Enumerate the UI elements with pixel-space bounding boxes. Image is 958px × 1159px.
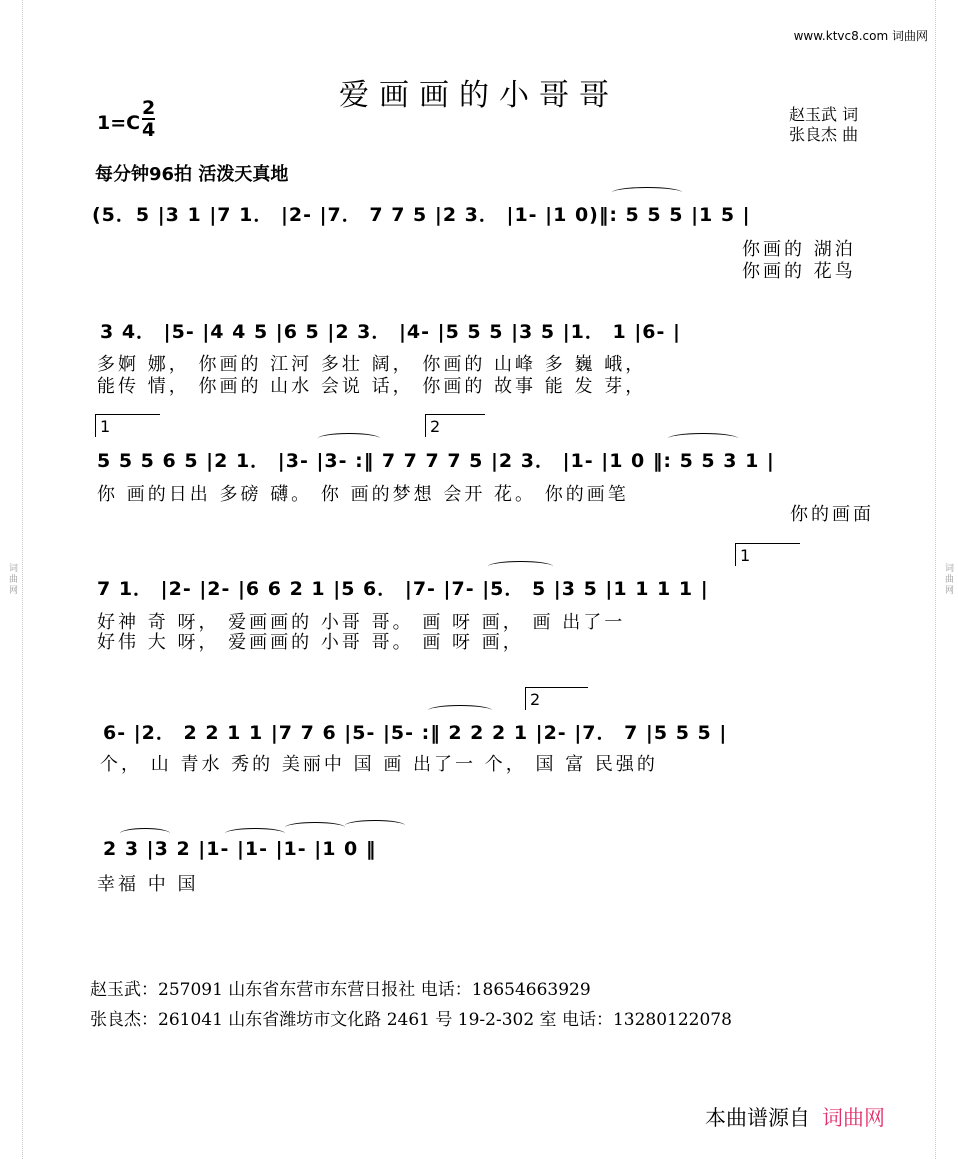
left-watermark-strip	[0, 0, 23, 1159]
score-row-1: (5．5 |3 1 |7 1． |2- |7． 7 7 5 |2 3． |1- |1 0)‖: 5 5 5 |1 5 |	[92, 204, 751, 226]
lyric-row-3-line-1: 你 画的日出 多磅 礴。 你 画的梦想 会开 花。 你的画笔	[97, 484, 629, 505]
volta-1-second: 1	[735, 543, 800, 566]
slur-row-3-b	[668, 433, 738, 444]
score-row-4: 7 1． |2- |2- |6 6 2 1 |5 6． |7- |7- |5． 5 |3 5 |1 1 1 1 |	[97, 578, 709, 600]
lyric-row-3-line-2: 你的画面	[790, 504, 874, 525]
score-row-6: 2 3 |3 2 |1- |1- |1- |1 0 ‖	[103, 838, 377, 860]
left-watermark-text: 词曲网	[7, 563, 17, 596]
source-label: 本曲谱源自	[705, 1106, 810, 1130]
slur-row-6-b	[225, 828, 285, 839]
volta-1-first: 1	[95, 414, 160, 437]
slur-row-3-a	[318, 433, 380, 444]
source-brand-link[interactable]: 词曲网	[822, 1106, 885, 1130]
composer: 张良杰 曲	[789, 125, 859, 144]
tempo-marking: 每分钟96拍 活泼天真地	[95, 164, 289, 185]
lyric-row-1-line-1: 你画的 湖泊	[742, 239, 856, 260]
score-row-2: 3 4． |5- |4 4 5 |6 5 |2 3． |4- |5 5 5 |3 5 |1． 1 |6- |	[100, 321, 681, 343]
score-row-3: 5 5 5 6 5 |2 1． |3- |3- :‖ 7 7 7 7 5 |2 3． |1- |1 0 ‖: 5 5 3 1 |	[97, 450, 775, 472]
slur-row-6-d	[345, 820, 405, 831]
lyric-row-2-line-1: 多婀 娜， 你画的 江河 多壮 阔， 你画的 山峰 多 巍 峨，	[97, 354, 647, 375]
slur-row-6-c	[285, 822, 345, 833]
lyric-row-6-line-1: 幸福 中 国	[97, 874, 199, 895]
site-url[interactable]: www.ktvc8.com 词曲网	[793, 29, 928, 43]
source-attribution	[705, 1102, 885, 1132]
footer-contact-lyricist: 赵玉武：257091 山东省东营市东营日报社 电话：18654663929	[90, 980, 591, 1000]
time-signature-bottom: 4	[142, 119, 156, 141]
right-watermark-strip	[935, 0, 958, 1159]
volta-2-second: 2	[525, 687, 588, 710]
lyric-row-5-line-1: 个， 山 青水 秀的 美丽中 国 画 出了一 个， 国 富 民强的	[100, 754, 658, 775]
song-title: 爱画画的小哥哥	[339, 78, 619, 113]
lyric-row-2-line-2: 能传 情， 你画的 山水 会说 话， 你画的 故事 能 发 芽，	[97, 376, 647, 397]
credits	[789, 105, 858, 145]
lyric-row-4-line-1: 好神 奇 呀， 爱画画的 小哥 哥。 画 呀 画， 画 出了一	[97, 612, 626, 633]
right-watermark-text: 词曲网	[943, 563, 953, 596]
score-row-5: 6- |2． 2 2 1 1 |7 7 6 |5- |5- :‖ 2 2 2 1 |2- |7． 7 |5 5 5 |	[103, 722, 728, 744]
lyric-row-4-line-2: 好伟 大 呀， 爱画画的 小哥 哥。 画 呀 画，	[97, 632, 524, 653]
lyricist: 赵玉武 词	[789, 105, 859, 124]
footer-contact-composer: 张良杰：261041 山东省潍坊市文化路 2461 号 19-2-302 室 电话：13280122078	[90, 1010, 732, 1030]
slur-row-5	[428, 705, 492, 716]
time-signature	[142, 98, 155, 140]
slur-row-6-a	[120, 828, 170, 839]
key-signature: 1=C	[97, 112, 141, 134]
lyric-row-1-line-2: 你画的 花鸟	[742, 261, 856, 282]
slur-row-4	[488, 561, 553, 572]
volta-2-first: 2	[425, 414, 485, 437]
time-signature-top: 2	[142, 97, 156, 119]
slur-row-1	[612, 187, 682, 198]
